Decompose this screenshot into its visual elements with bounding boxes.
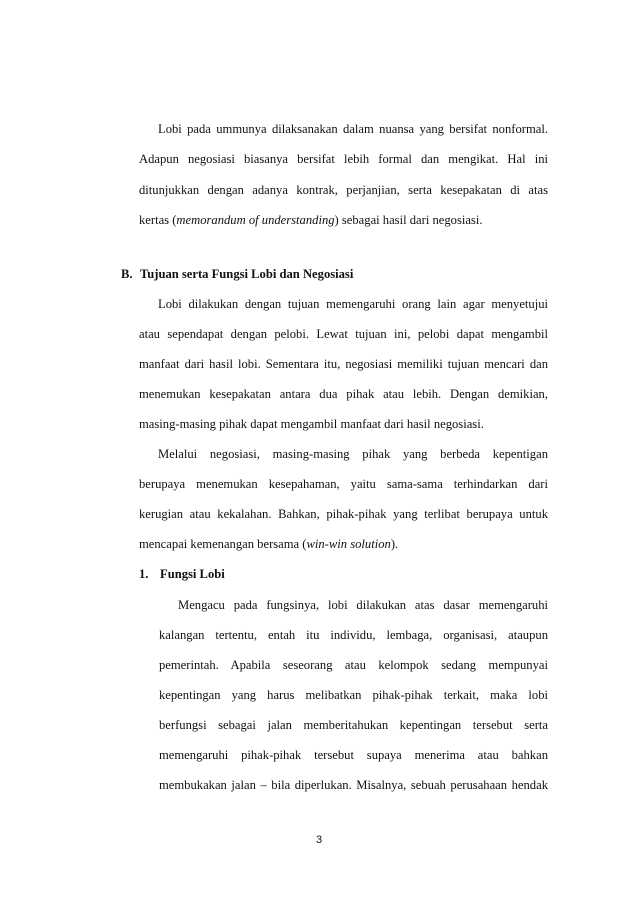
intro-line-1: Lobi pada ummunya dilaksanakan dalam nuansa yang bersifat nonformal. [158,122,548,136]
intro-line-4-start: kertas ( [139,213,177,227]
subsection-1-line-6: memengaruhi pihak-pihak tersebut supaya menerima atau bahkan [159,748,548,762]
subsection-1-line-4: kepentingan yang harus melibatkan pihak-pihak terkait, maka lobi [159,688,548,702]
subsection-1-line-2: kalangan tertentu, entah itu individu, lembaga, organisasi, ataupun [159,628,548,642]
section-b-p2-line-4-end: ). [390,537,399,551]
section-b-p2-line-4-italic: win-win solution [306,537,391,551]
section-b-p1-line-2: atau sependapat dengan pelobi. Lewat tujuan ini, pelobi dapat mengambil [139,327,548,341]
intro-line-4-end: ) sebagai hasil dari negosiasi. [334,213,483,227]
section-b-p2-line-4-start: mencapai kemenangan bersama ( [139,537,307,551]
subsection-1-line-7: membukakan jalan – bila diperlukan. Misalnya, sebuah perusahaan hendak [159,778,548,792]
subsection-1-line-5: berfungsi sebagai jalan memberitahukan kepentingan tersebut serta [159,718,548,732]
section-b-p1-line-5: masing-masing pihak dapat mengambil manfaat dari hasil negosiasi. [139,417,484,431]
intro-line-4 [139,212,482,228]
section-b-p2-line-3: kerugian atau kekalahan. Bahkan, pihak-pihak yang terlibat berupaya untuk [139,507,548,521]
intro-line-4-italic: memorandum of understanding [176,213,335,227]
subsection-1-marker: 1. [139,567,149,581]
section-b-p2-line-4 [139,536,398,552]
section-b-p2-line-1: Melalui negosiasi, masing-masing pihak yang berbeda kepentigan [158,447,548,461]
subsection-1-line-1: Mengacu pada fungsinya, lobi dilakukan atas dasar memengaruhi [178,598,548,612]
section-b-p1-line-4: menemukan kesepakatan antara dua pihak atau lebih. Dengan demikian, [139,387,548,401]
intro-line-2: Adapun negosiasi biasanya bersifat lebih formal dan mengikat. Hal ini [139,152,548,166]
section-b-heading: Tujuan serta Fungsi Lobi dan Negosiasi [140,267,354,281]
section-b-marker: B. [121,267,133,281]
page-number: 3 [315,834,323,846]
section-b-p1-line-1: Lobi dilakukan dengan tujuan memengaruhi orang lain agar menyetujui [158,297,548,311]
section-b-p2-line-2: berupaya menemukan kesepahaman, yaitu sama-sama terhindarkan dari [139,477,548,491]
section-b-p1-line-3: manfaat dari hasil lobi. Sementara itu, negosiasi memiliki tujuan mencari dan [139,357,548,371]
intro-line-3: ditunjukkan dengan adanya kontrak, perjanjian, serta kesepakatan di atas [139,183,548,197]
subsection-1-line-3: pemerintah. Apabila seseorang atau kelompok sedang mempunyai [159,658,548,672]
subsection-1-heading: Fungsi Lobi [160,567,225,581]
